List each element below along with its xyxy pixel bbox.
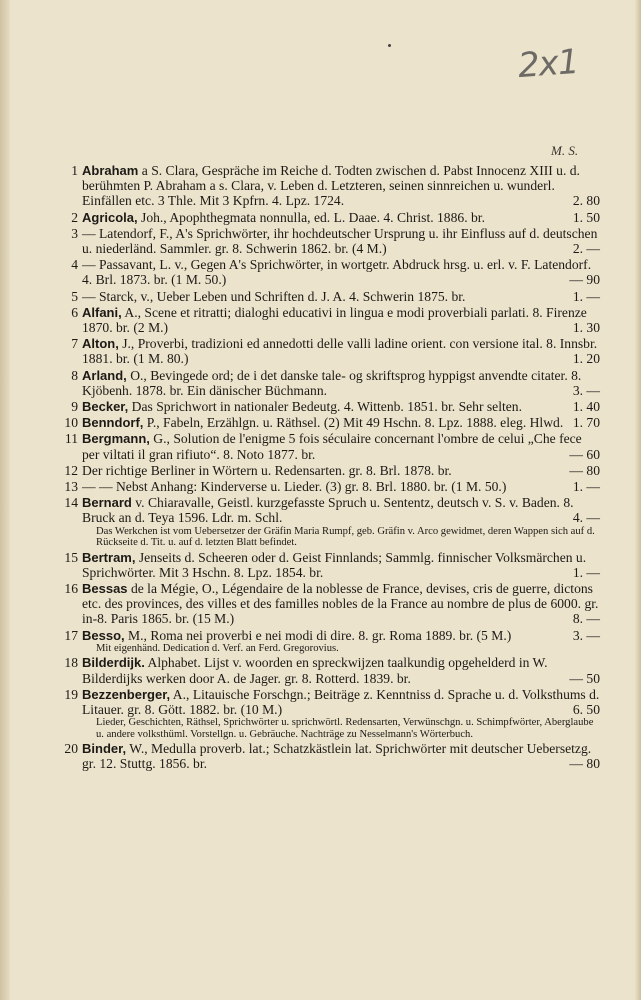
entry-body xyxy=(82,687,600,717)
catalog-entry xyxy=(44,336,600,366)
entry-description: O., Bevingede ord; de i det danske tale- og skriftsprog hyppigst anvendte citater. 8. Kjöbenh. 1878. br. Ein dänischer Büchmann. xyxy=(82,367,582,398)
catalog-entry xyxy=(44,655,600,685)
entry-number: 7 xyxy=(71,336,78,352)
catalog-entry xyxy=(44,581,600,627)
entry-body xyxy=(82,368,600,398)
entry-body xyxy=(82,399,600,414)
entry-body xyxy=(82,479,600,494)
entry-description: Der richtige Berliner in Wörtern u. Redensarten. gr. 8. Brl. 1878. br. xyxy=(82,462,452,478)
entry-body xyxy=(82,550,600,580)
entry-description: Alphabet. Lijst v. woorden en spreckwijzen taalkundig opgehelderd in W. Bilderdijks werken door A. de Jager. gr. 8. Rotterd. 1839. br. xyxy=(82,655,548,686)
catalog-entry xyxy=(44,305,600,335)
entry-note: Mit eigenhänd. Dedication d. Verf. an Ferd. Gregorovius. xyxy=(96,642,339,654)
entry-number: 12 xyxy=(64,462,78,478)
entry-description: A., Litauische Forschgn.; Beiträge z. Kenntniss d. Sprache u. d. Volksthums d. Litauer. gr. 8. Gött. 1882. br. (10 M.) xyxy=(82,686,600,717)
entry-body xyxy=(82,210,600,225)
entry-description: Das Sprichwort in nationaler Bedeutg. 4. Wittenb. 1851. br. Sehr selten. xyxy=(128,399,522,415)
author-name: Bergmann, xyxy=(82,431,150,447)
entry-price: — 80 xyxy=(569,756,600,772)
entry-number: 11 xyxy=(64,431,78,447)
catalog-entry xyxy=(44,368,600,398)
catalog-entry xyxy=(44,550,600,580)
author-name: Agricola, xyxy=(82,209,138,225)
author-name: Bezzenberger, xyxy=(82,686,171,702)
entry-price: — 60 xyxy=(569,446,600,462)
entry-number: 10 xyxy=(64,415,78,431)
entry-price: 2. — xyxy=(572,241,600,257)
entry-description: M., Roma nei proverbi e nei modi di dire. 8. gr. Roma 1889. br. (5 M.) xyxy=(124,627,512,643)
entry-price: 1. 70 xyxy=(572,415,600,431)
entry-description: v. Chiaravalle, Geistl. kurzgefasste Spruch u. Sententz, deutsch v. S. v. Baden. 8. Bruck an d. Teya 1596. Ldr. m. Schl. xyxy=(82,495,574,526)
author-name: Alfani, xyxy=(82,304,122,320)
entry-number: 5 xyxy=(71,288,78,304)
entry-number: 17 xyxy=(64,627,78,643)
catalog-entry xyxy=(44,415,600,430)
author-name: Binder, xyxy=(82,741,127,757)
entry-note: Das Werkchen ist vom Uebersetzer der Gräfin Maria Rumpf, geb. Gräfin v. Arco gewidmet, deren Wappen sich auf d. Rückseite d. Tit. u. auf d. letzten Blatt befindet. xyxy=(96,525,595,549)
catalog-entry xyxy=(44,628,600,655)
catalog-entry xyxy=(44,289,600,304)
entry-description: G., Solution de l'enigme 5 fois séculaire concernant l'ombre de celui „Che fece per viltati il gran rifiuto“. 8. Noto 1877. br. xyxy=(82,431,582,462)
author-name: Besso, xyxy=(82,627,125,643)
catalog-entry xyxy=(44,210,600,225)
entry-description: — Latendorf, F., A's Sprichwörter, ihr hochdeutscher Ursprung u. ihr Einfluss auf d. deutschen u. niederländ. Sammler. gr. 8. Schwerin 1862. br. (4 M.) xyxy=(82,225,598,257)
entry-price: 1. 20 xyxy=(572,351,600,367)
entry-price: 3. — xyxy=(572,382,600,398)
author-name: Arland, xyxy=(82,367,127,383)
page-edge-left xyxy=(0,0,10,1000)
author-name: Becker, xyxy=(82,399,129,415)
ink-dot xyxy=(388,44,391,47)
entry-number: 20 xyxy=(64,741,78,757)
entry-body xyxy=(82,581,600,627)
author-name: Benndorf, xyxy=(82,415,144,431)
catalog-entry xyxy=(44,163,600,209)
entry-price: 1. — xyxy=(572,479,600,495)
entry-price: 3. — xyxy=(572,627,600,643)
entry-body xyxy=(82,336,600,366)
entry-number: 1 xyxy=(71,163,78,178)
author-name: Bessas xyxy=(82,581,128,597)
entry-price: — 80 xyxy=(569,462,600,478)
entry-number: 18 xyxy=(64,655,78,671)
entry-price: 1. 40 xyxy=(572,399,600,415)
entry-body xyxy=(82,628,600,643)
entry-body xyxy=(82,305,600,335)
entry-price: 1. — xyxy=(572,288,600,304)
author-name: Bertram, xyxy=(82,549,136,565)
catalog-entry xyxy=(44,257,600,287)
entry-number: 6 xyxy=(71,304,78,320)
entry-price: 1. — xyxy=(572,564,600,580)
entry-description: Jenseits d. Scheeren oder d. Geist Finnlands; Sammlg. finnischer Volksmärchen u. Sprichwörter. Mit 3 Hschn. 8. Lpz. 1854. br. xyxy=(82,549,587,580)
entry-body xyxy=(82,495,600,525)
entry-body xyxy=(82,289,600,304)
entry-price: 2. 80 xyxy=(572,193,600,209)
catalog-entry xyxy=(44,741,600,771)
catalog-entry xyxy=(44,399,600,414)
catalog-entry xyxy=(44,431,600,461)
catalog-entry xyxy=(44,479,600,494)
entry-price: 8. — xyxy=(572,611,600,627)
currency-header: M. S. xyxy=(551,143,579,158)
entry-number: 13 xyxy=(64,479,78,495)
entry-number: 2 xyxy=(71,209,78,225)
entry-description: Joh., Apophthegmata nonnulla, ed. L. Daae. 4. Christ. 1886. br. xyxy=(137,209,485,225)
handwritten-number: 2x1 xyxy=(516,41,580,87)
entry-description: P., Fabeln, Erzählgn. u. Räthsel. (2) Mit 49 Hschn. 8. Lpz. 1888. eleg. Hlwd. xyxy=(143,415,564,431)
entry-note: Lieder, Geschichten, Räthsel, Sprichwörter u. sprichwörtl. Redensarten, Verwünschgn. u. Schimpfwörter, Aberglaube u. andere volksthüml. Vorstellgn. u. Gebräuche. Nachträge zu Nesselmann's Wörterbuch. xyxy=(96,717,594,740)
entry-description: — — Nebst Anhang: Kinderverse u. Lieder. (3) gr. 8. Brl. 1880. br. (1 M. 50.) xyxy=(82,479,507,495)
entry-price: 6. 50 xyxy=(572,702,600,717)
author-name: Bilderdijk. xyxy=(82,655,145,671)
catalog-entry xyxy=(44,226,600,256)
entry-body xyxy=(82,655,600,685)
entry-price: — 50 xyxy=(569,670,600,686)
entry-body xyxy=(82,226,600,256)
entry-description: — Starck, v., Ueber Leben und Schriften d. J. A. 4. Schwerin 1875. br. xyxy=(82,288,466,304)
author-name: Alton, xyxy=(82,336,119,352)
entry-price: 1. 30 xyxy=(572,320,600,336)
entry-description: A., Scene et ritratti; dialoghi educativi in lingua e modi proverbiali parlati. 8. Firenze 1870. br. (2 M.) xyxy=(82,304,587,336)
page-edge-right xyxy=(635,0,641,1000)
entry-description: de la Mégie, O., Légendaire de la noblesse de France, devises, cris de guerre, dictons etc. des provinces, des villes et des familles nobles de la France au nombre de plus de 6000. gr. in-8. Paris 1865. br. (15 M.) xyxy=(82,581,599,627)
entry-number: 16 xyxy=(64,581,78,597)
entry-number: 15 xyxy=(64,549,78,565)
entry-number: 19 xyxy=(64,686,78,702)
author-name: Abraham xyxy=(82,163,139,178)
entry-number: 14 xyxy=(64,495,78,511)
entry-description: J., Proverbi, tradizioni ed annedotti delle valli ladine orient. con versione ital. 8. Innsbr. 1881. br. (1 M. 80.) xyxy=(82,336,598,367)
entry-description: a S. Clara, Gespräche im Reiche d. Todten zwischen d. Pabst Innocenz XIII u. d. berühmten P. Abraham a s. Clara, v. Leben d. Letzteren, seinen sinnreichen u. wunderl. Einfällen etc. 3 Thle. Mit 3 Kpfrn. 4. Lpz. 1724. xyxy=(82,163,580,209)
entry-description: — Passavant, L. v., Gegen A's Sprichwörter, in wortgetr. Abdruck hrsg. u. erl. v. F. Latendorf. 4. Brl. 1873. br. (1 M. 50.) xyxy=(82,257,592,288)
entry-body xyxy=(82,163,600,209)
entry-body xyxy=(82,257,600,287)
entry-number: 4 xyxy=(71,257,78,273)
entry-body xyxy=(82,415,600,430)
entry-price: 1. 50 xyxy=(572,209,600,225)
entry-description: W., Medulla proverb. lat.; Schatzkästlein lat. Sprichwörter mit deutscher Uebersetzg. gr. 12. Stuttg. 1856. br. xyxy=(82,741,592,772)
catalog-entries xyxy=(44,163,600,773)
catalog-entry xyxy=(44,687,600,740)
entry-price: 4. — xyxy=(572,510,600,526)
catalog-entry xyxy=(44,463,600,478)
entry-body xyxy=(82,741,600,771)
author-name: Bernard xyxy=(82,495,132,511)
entry-number: 8 xyxy=(71,367,78,383)
entry-number: 9 xyxy=(71,399,78,415)
entry-body xyxy=(82,463,600,478)
entry-number: 3 xyxy=(71,225,78,241)
entry-body xyxy=(82,431,600,461)
entry-price: — 90 xyxy=(569,272,600,288)
catalog-entry xyxy=(44,495,600,548)
